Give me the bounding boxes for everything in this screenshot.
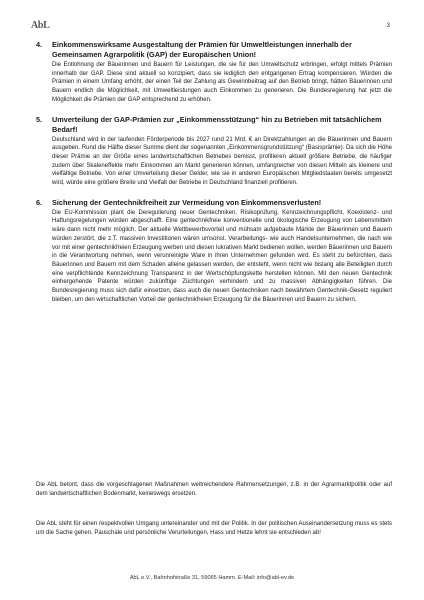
- main-content: [36, 40, 392, 314]
- section-heading: [36, 40, 392, 60]
- closing-paragraph-1: Die AbL betont, dass die vorgeschlagenen Maßnahmen weitreichendere Rahmensetzungen, z.B. in der Agrarmarktpolitik oder auf dem landwirtschaftlichen Bodenmarkt, keineswegs ersetzen.: [36, 482, 392, 497]
- section-body: Deutschland wird in der laufenden Förderperiode bis 2027 rund 21 Mrd. € an Direktzahlungen an die Bäuerinnen und Bauern ausgeben. Rund die Hälfte dieser Summe dient der sogenannten „Einkommensgrundstützung“ (Basisprämie). Da sich die Höhe dieser Prämie an der Größe eines landwirtschaftlichen Betriebes bemisst, profitieren aktuell größere Betriebe, die häufiger zudem über Skaleneffekte mehr Einkommen am Markt generieren können, umfangreicher von diesen Mitteln als kleinere und vielfältige Betriebe. Von einer Umverteilung dieser Gelder, wie sie in anderen Europäischen Mitgliedstaaten bereits umgesetzt wird, würde eine größere Breite und Vielfalt der Betriebe in Deutschland finanziell profitieren.: [52, 136, 392, 187]
- section-5: [36, 114, 392, 188]
- closing-paragraph-2: Die AbL steht für einen respektvollen Umgang untereinander und mit der Politik. In der politischen Auseinandersetzung muss es stets um die Sache gehen. Pauschale und persönliche Verurteilungen, Hass und Hetze lehnt sie entschieden ab!: [36, 521, 392, 536]
- section-number: 4.: [36, 40, 43, 49]
- section-title: Einkommenswirksame Ausgestaltung der Prämien für Umweltleistungen innerhalb der Gemeinsamen Agrarpolitik (GAP) der Europäischen Union!: [52, 40, 352, 59]
- section-heading: [36, 197, 392, 208]
- section-body: Die Entlohnung der Bäuerinnen und Bauern für Leistungen, die sie für den Umweltschutz erbringen, erfolgt mittels Prämien innerhalb der GAP. Diese sind aktuell so konzipiert, dass sie lediglich den entgangenen Ertrag kompensieren. Würden die Prämien in einem Umfang erhöht, der einen Teil der Zahlung als Gewinnbeitrag auf den Betrieb bringt, hätten Bäuerinnen und Bauern endlich die Möglichkeit, mit Umweltleistungen auch Einkommen zu generieren. Die Bundesregierung hat jetzt die Möglichkeit die Prämien der GAP entsprechend zu erhöhen.: [52, 62, 392, 103]
- section-number: 6.: [36, 197, 43, 207]
- page-number: 3: [386, 23, 390, 29]
- section-6: [36, 197, 392, 305]
- section-number: 5.: [36, 114, 43, 124]
- section-title: Sicherung der Gentechnikfreiheit zur Vermeidung von Einkommensverlusten!: [52, 197, 322, 207]
- section-4: [36, 40, 392, 105]
- section-heading: [36, 114, 392, 135]
- section-body: Die EU-Kommission plant die Deregulierung neuer Gentechniken. Risikoprüfung, Kennzeichnungspflicht, Koexistenz- und Haftungsregelungen würden abgeschafft. Eine gentechnikfreie konventionelle und ökologische Erzeugung von Lebensmitteln wäre dann nicht mehr möglich. Der aktuelle Wettbewerbsvorteil und mühsam aufgebaute Märkte der Bäuerinnen und Bauern würden zerstört, die z.T. massiven Investitionen wären umsonst. Verarbeitungs- wie auch Handelsunternehmen, die nach wie vor mit einer gentechnikfreien Erzeugung werben und diesen lukrativen Markt bedienen wollen, werden Bäuerinnen und Bauern in die Verantwortung nehmen, wenn verunreinigte Ware in ihren Unternehmen gefunden wird. Es steht zu befürchten, dass Bäuerinnen und Bauern mit dem Schaden alleine gelassen werden, der entsteht, wenn nicht wie bislang alle Beteiligten durch eine verpflichtende Kennzeichnung Transparenz in der Wertschöpfungskette herstellen können. Mit den neuen Gentechnik einhergehende Patente würden zukünftige Züchtungen verhindern und zu massiven Abhängigkeiten führen. Die Bundesregierung muss sich dafür einsetzen, dass auch die neuen Gentechniken nach bewährtem Gentechnik-Gesetz reguliert bleiben, um den wirtschaftlichen Vorteil der gentechnikfreien Erzeugung für die Bäuerinnen und Bauern zu sichern.: [52, 209, 392, 303]
- page-footer: AbL e.V., Bahnhofstraße 31, 59065 Hamm. E-Mail: info@abl-ev.de: [129, 575, 295, 581]
- section-title: Umverteilung der GAP-Prämien zur „Einkommensstützung“ hin zu Betrieben mit tatsächlichem Bedarf!: [52, 114, 382, 134]
- abl-logo: AbL: [31, 20, 50, 31]
